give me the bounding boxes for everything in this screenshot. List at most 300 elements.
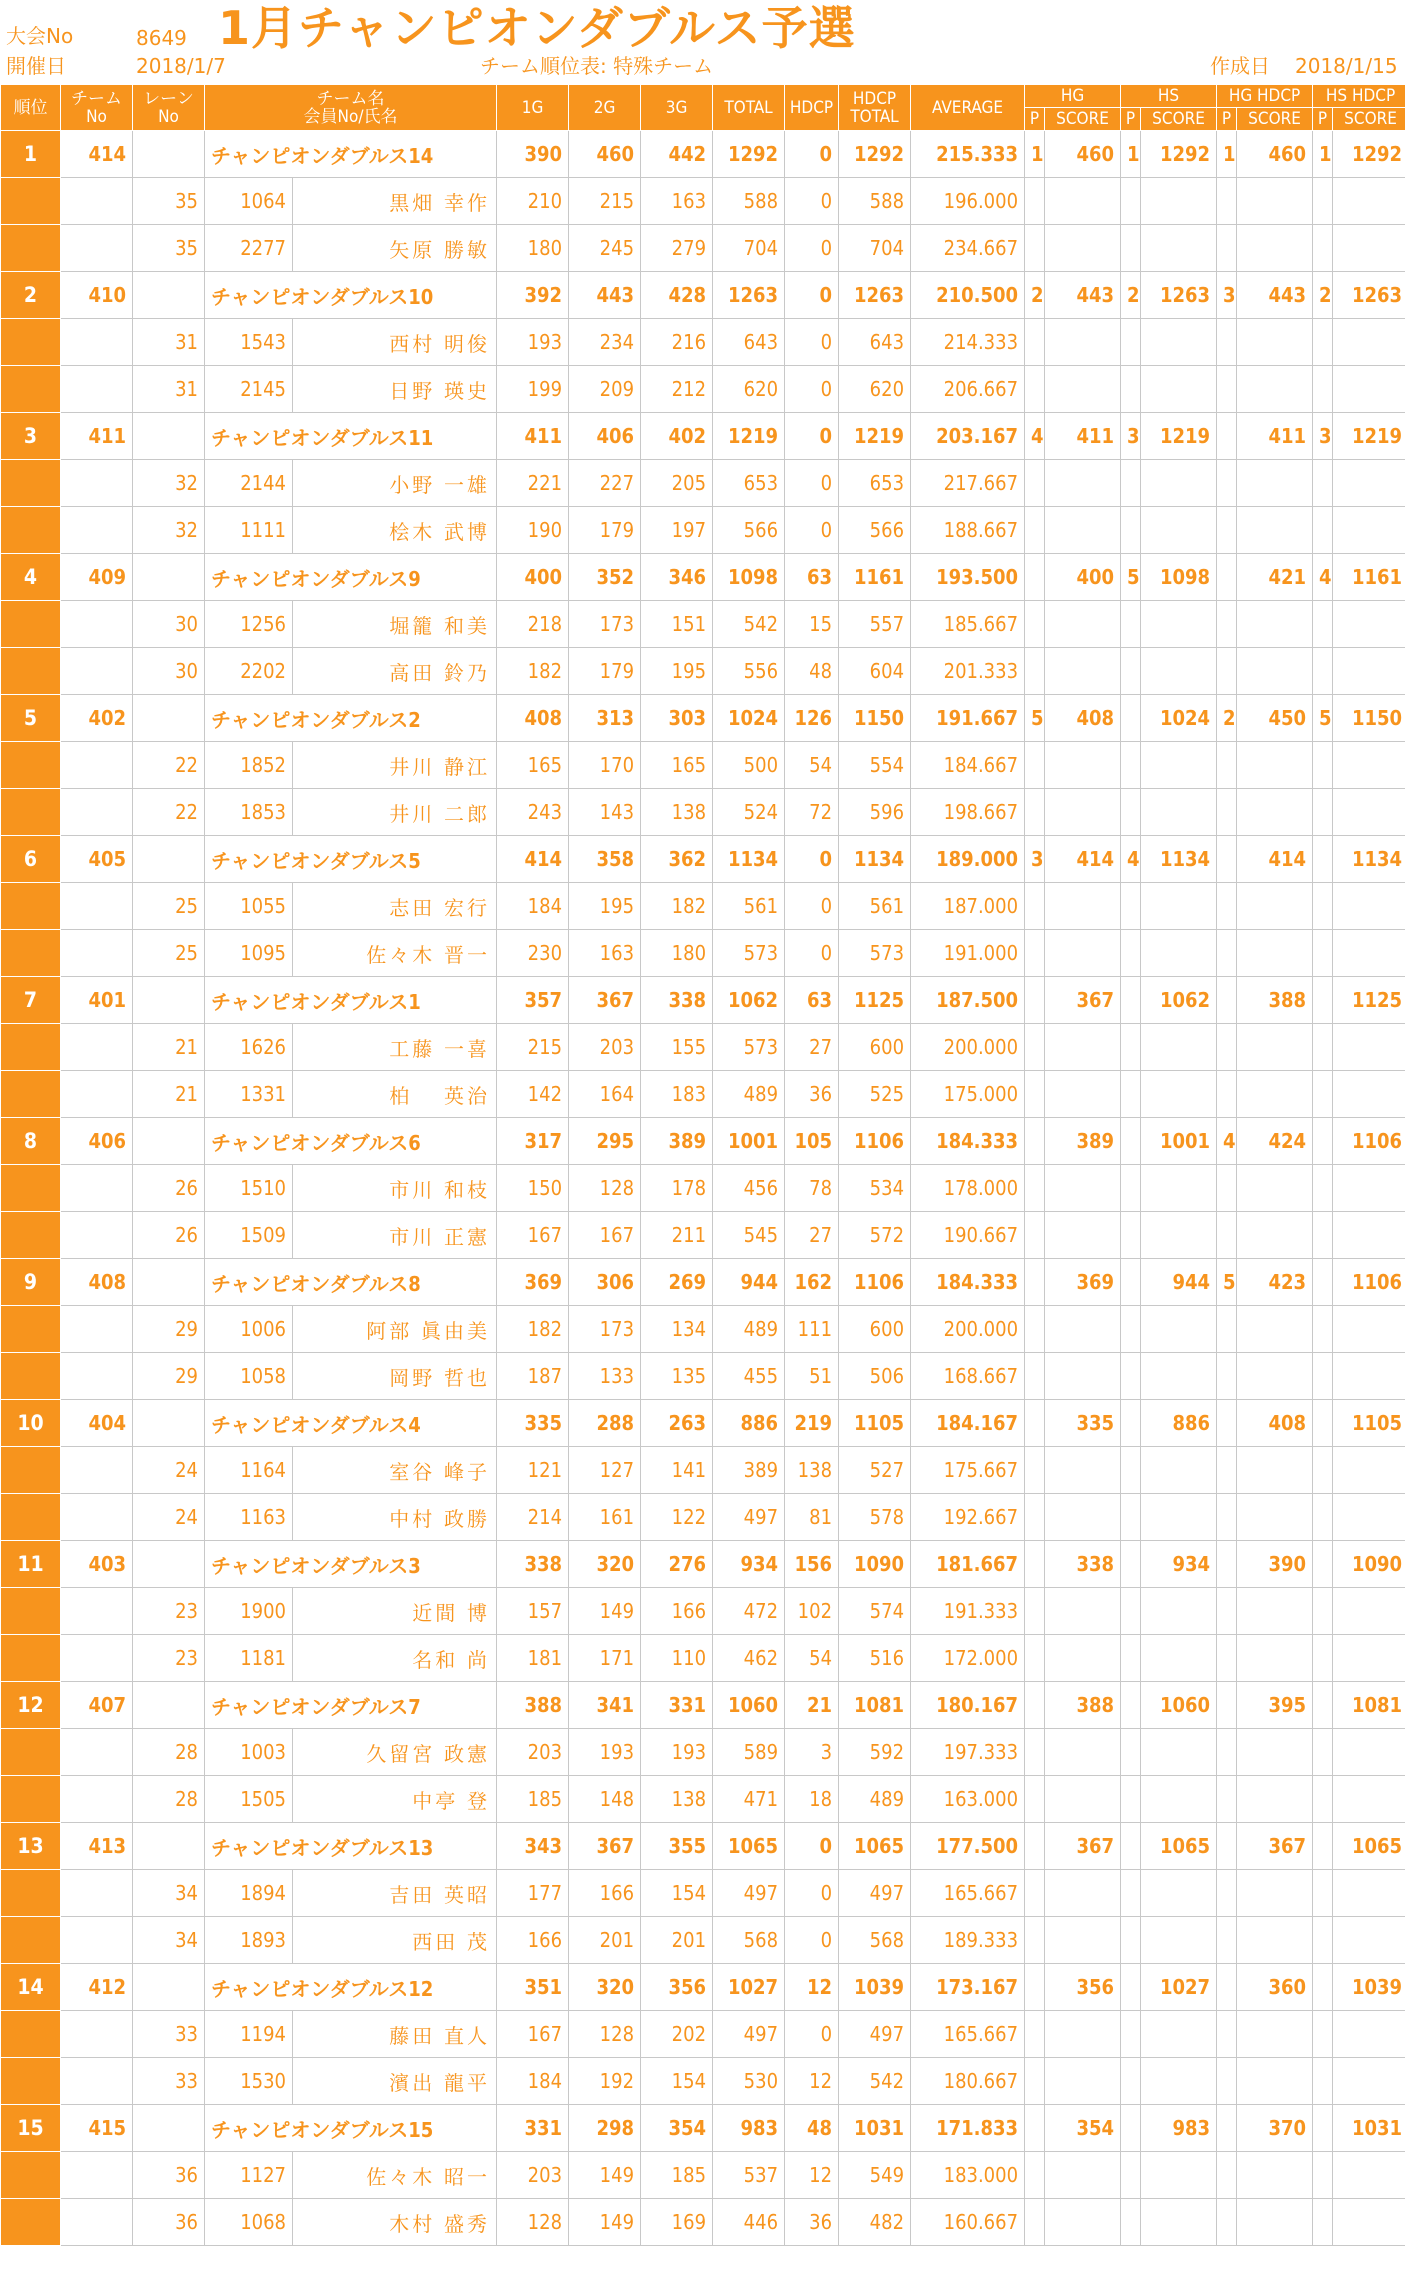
member-name: 市川 和枝 bbox=[293, 1165, 497, 1212]
member-empty bbox=[1045, 1588, 1121, 1635]
team-g1: 335 bbox=[497, 1400, 569, 1447]
team-hsh_p bbox=[1313, 1682, 1333, 1729]
member-team-no bbox=[61, 1494, 133, 1541]
member-hdcp: 51 bbox=[785, 1353, 839, 1400]
team-row bbox=[1, 1823, 1405, 1870]
team-g1: 400 bbox=[497, 554, 569, 601]
member-g1: 203 bbox=[497, 2152, 569, 2199]
member-hdcp: 81 bbox=[785, 1494, 839, 1541]
member-g1: 190 bbox=[497, 507, 569, 554]
member-hdcp_total: 596 bbox=[839, 789, 911, 836]
member-empty bbox=[1217, 883, 1237, 930]
member-empty bbox=[1333, 366, 1405, 413]
member-empty bbox=[1333, 1447, 1405, 1494]
member-lane: 33 bbox=[133, 2011, 205, 2058]
member-g1: 185 bbox=[497, 1776, 569, 1823]
member-g1: 184 bbox=[497, 2058, 569, 2105]
team-hdcp_total: 1125 bbox=[839, 977, 911, 1024]
team-name: チャンピオンダブルス8 bbox=[205, 1259, 497, 1306]
member-empty bbox=[1045, 460, 1121, 507]
member-empty bbox=[1333, 789, 1405, 836]
member-g2: 128 bbox=[569, 2011, 641, 2058]
member-empty bbox=[1141, 319, 1217, 366]
member-total: 497 bbox=[713, 1870, 785, 1917]
col-hg-score: SCORE bbox=[1045, 108, 1121, 131]
team-total: 1060 bbox=[713, 1682, 785, 1729]
member-total: 568 bbox=[713, 1917, 785, 1964]
team-hdcp: 0 bbox=[785, 272, 839, 319]
member-name: 藤田 直人 bbox=[293, 2011, 497, 2058]
member-empty bbox=[1121, 1917, 1141, 1964]
team-hs_p bbox=[1121, 1259, 1141, 1306]
results-table bbox=[0, 84, 1405, 2246]
member-g3: 201 bbox=[641, 1917, 713, 1964]
member-no: 1164 bbox=[205, 1447, 293, 1494]
team-hs: 1062 bbox=[1141, 977, 1217, 1024]
team-hgh_p bbox=[1217, 1682, 1237, 1729]
team-hs_p bbox=[1121, 1541, 1141, 1588]
member-empty bbox=[1045, 1212, 1121, 1259]
member-rank-spacer bbox=[1, 1165, 61, 1212]
member-empty bbox=[1121, 460, 1141, 507]
team-total: 1098 bbox=[713, 554, 785, 601]
team-hsh_p bbox=[1313, 836, 1333, 883]
team-hg_p: 1 bbox=[1025, 131, 1045, 178]
member-hdcp: 78 bbox=[785, 1165, 839, 1212]
team-no: 414 bbox=[61, 131, 133, 178]
team-hsh: 1134 bbox=[1333, 836, 1405, 883]
member-row bbox=[1, 1024, 1405, 1071]
team-average: 171.833 bbox=[911, 2105, 1025, 2152]
member-hdcp_total: 643 bbox=[839, 319, 911, 366]
team-hgh: 390 bbox=[1237, 1541, 1313, 1588]
member-rank-spacer bbox=[1, 1870, 61, 1917]
member-lane: 34 bbox=[133, 1917, 205, 1964]
col-team-no: チーム No bbox=[61, 85, 133, 131]
member-name: 桧木 武博 bbox=[293, 507, 497, 554]
member-total: 500 bbox=[713, 742, 785, 789]
team-hs_p bbox=[1121, 1118, 1141, 1165]
member-average: 184.667 bbox=[911, 742, 1025, 789]
team-hg_p bbox=[1025, 977, 1045, 1024]
team-g3: 269 bbox=[641, 1259, 713, 1306]
team-hs: 1027 bbox=[1141, 1964, 1217, 2011]
team-row bbox=[1, 1118, 1405, 1165]
member-lane: 28 bbox=[133, 1776, 205, 1823]
member-empty bbox=[1141, 1165, 1217, 1212]
member-team-no bbox=[61, 1071, 133, 1118]
member-no: 1852 bbox=[205, 742, 293, 789]
member-name: 中村 政勝 bbox=[293, 1494, 497, 1541]
team-g2: 367 bbox=[569, 977, 641, 1024]
col-average: AVERAGE bbox=[911, 85, 1025, 131]
member-empty bbox=[1121, 2058, 1141, 2105]
member-empty bbox=[1045, 648, 1121, 695]
member-g2: 161 bbox=[569, 1494, 641, 1541]
member-name: 佐々木 昭一 bbox=[293, 2152, 497, 2199]
member-hdcp: 0 bbox=[785, 1870, 839, 1917]
member-total: 472 bbox=[713, 1588, 785, 1635]
member-hdcp: 0 bbox=[785, 366, 839, 413]
member-empty bbox=[1141, 2011, 1217, 2058]
member-lane: 24 bbox=[133, 1447, 205, 1494]
team-hdcp: 0 bbox=[785, 1823, 839, 1870]
member-lane: 32 bbox=[133, 460, 205, 507]
team-hdcp: 48 bbox=[785, 2105, 839, 2152]
member-average: 214.333 bbox=[911, 319, 1025, 366]
member-empty bbox=[1121, 883, 1141, 930]
member-rank-spacer bbox=[1, 1071, 61, 1118]
member-empty bbox=[1333, 1635, 1405, 1682]
team-hsh: 1106 bbox=[1333, 1259, 1405, 1306]
member-empty bbox=[1313, 1635, 1333, 1682]
member-g3: 141 bbox=[641, 1447, 713, 1494]
member-g1: 166 bbox=[497, 1917, 569, 1964]
member-average: 172.000 bbox=[911, 1635, 1025, 1682]
team-g2: 358 bbox=[569, 836, 641, 883]
member-empty bbox=[1333, 225, 1405, 272]
member-hdcp_total: 497 bbox=[839, 1870, 911, 1917]
team-hg: 367 bbox=[1045, 1823, 1121, 1870]
member-team-no bbox=[61, 1870, 133, 1917]
member-no: 2202 bbox=[205, 648, 293, 695]
team-hdcp_total: 1292 bbox=[839, 131, 911, 178]
member-lane: 36 bbox=[133, 2199, 205, 2246]
member-g3: 183 bbox=[641, 1071, 713, 1118]
team-total: 1263 bbox=[713, 272, 785, 319]
team-g3: 303 bbox=[641, 695, 713, 742]
member-empty bbox=[1237, 1917, 1313, 1964]
member-g1: 221 bbox=[497, 460, 569, 507]
member-empty bbox=[1217, 1071, 1237, 1118]
member-empty bbox=[1313, 225, 1333, 272]
team-hgh_p bbox=[1217, 554, 1237, 601]
member-total: 620 bbox=[713, 366, 785, 413]
member-average: 175.667 bbox=[911, 1447, 1025, 1494]
team-hsh_p bbox=[1313, 2105, 1333, 2152]
member-team-no bbox=[61, 1635, 133, 1682]
member-hdcp_total: 542 bbox=[839, 2058, 911, 2105]
team-average: 181.667 bbox=[911, 1541, 1025, 1588]
member-empty bbox=[1025, 930, 1045, 977]
member-g1: 142 bbox=[497, 1071, 569, 1118]
col-rank: 順位 bbox=[1, 85, 61, 131]
created-label: 作成日 bbox=[1210, 54, 1270, 78]
member-lane: 25 bbox=[133, 930, 205, 977]
team-hs: 1219 bbox=[1141, 413, 1217, 460]
member-g2: 128 bbox=[569, 1165, 641, 1212]
team-hdcp_total: 1134 bbox=[839, 836, 911, 883]
team-hdcp_total: 1219 bbox=[839, 413, 911, 460]
team-hdcp_total: 1039 bbox=[839, 1964, 911, 2011]
member-rank-spacer bbox=[1, 883, 61, 930]
member-no: 1853 bbox=[205, 789, 293, 836]
member-empty bbox=[1025, 1776, 1045, 1823]
member-hdcp_total: 566 bbox=[839, 507, 911, 554]
member-hdcp: 0 bbox=[785, 225, 839, 272]
member-g1: 128 bbox=[497, 2199, 569, 2246]
member-team-no bbox=[61, 2011, 133, 2058]
team-name: チャンピオンダブルス2 bbox=[205, 695, 497, 742]
team-g1: 369 bbox=[497, 1259, 569, 1306]
member-row bbox=[1, 1776, 1405, 1823]
member-team-no bbox=[61, 1447, 133, 1494]
team-hsh_p: 5 bbox=[1313, 695, 1333, 742]
member-average: 185.667 bbox=[911, 601, 1025, 648]
member-empty bbox=[1121, 1212, 1141, 1259]
member-empty bbox=[1025, 460, 1045, 507]
member-lane: 35 bbox=[133, 225, 205, 272]
team-hs: 1024 bbox=[1141, 695, 1217, 742]
member-name: 井川 二郎 bbox=[293, 789, 497, 836]
team-hgh: 388 bbox=[1237, 977, 1313, 1024]
member-lane: 33 bbox=[133, 2058, 205, 2105]
team-hdcp: 126 bbox=[785, 695, 839, 742]
member-average: 188.667 bbox=[911, 507, 1025, 554]
member-empty bbox=[1045, 742, 1121, 789]
team-lane bbox=[133, 1964, 205, 2011]
member-name: 井川 静江 bbox=[293, 742, 497, 789]
member-lane: 28 bbox=[133, 1729, 205, 1776]
member-empty bbox=[1217, 601, 1237, 648]
member-total: 524 bbox=[713, 789, 785, 836]
member-hdcp_total: 497 bbox=[839, 2011, 911, 2058]
member-average: 163.000 bbox=[911, 1776, 1025, 1823]
team-g2: 320 bbox=[569, 1964, 641, 2011]
member-lane: 31 bbox=[133, 366, 205, 413]
team-hs: 934 bbox=[1141, 1541, 1217, 1588]
member-empty bbox=[1333, 2199, 1405, 2246]
team-hg_p bbox=[1025, 1823, 1045, 1870]
member-empty bbox=[1141, 460, 1217, 507]
member-empty bbox=[1237, 1212, 1313, 1259]
member-empty bbox=[1121, 1447, 1141, 1494]
team-g1: 331 bbox=[497, 2105, 569, 2152]
team-hg_p: 2 bbox=[1025, 272, 1045, 319]
member-empty bbox=[1025, 883, 1045, 930]
team-hsh_p bbox=[1313, 1964, 1333, 2011]
member-empty bbox=[1237, 742, 1313, 789]
member-team-no bbox=[61, 319, 133, 366]
member-empty bbox=[1313, 1917, 1333, 1964]
team-hs: 1134 bbox=[1141, 836, 1217, 883]
team-g2: 306 bbox=[569, 1259, 641, 1306]
col-2g: 2G bbox=[569, 85, 641, 131]
member-empty bbox=[1045, 2011, 1121, 2058]
member-empty bbox=[1313, 2199, 1333, 2246]
member-hdcp: 18 bbox=[785, 1776, 839, 1823]
page-title: 1月チャンピオンダブルス予選 bbox=[218, 1, 856, 55]
member-rank-spacer bbox=[1, 2152, 61, 2199]
team-hgh_p bbox=[1217, 2105, 1237, 2152]
team-lane bbox=[133, 1541, 205, 1588]
member-row bbox=[1, 883, 1405, 930]
member-row bbox=[1, 366, 1405, 413]
member-empty bbox=[1313, 1165, 1333, 1212]
member-g1: 150 bbox=[497, 1165, 569, 1212]
team-hdcp: 0 bbox=[785, 836, 839, 883]
tournament-no-value: 8649 bbox=[136, 26, 187, 50]
team-name: チャンピオンダブルス13 bbox=[205, 1823, 497, 1870]
member-empty bbox=[1025, 366, 1045, 413]
member-rank-spacer bbox=[1, 178, 61, 225]
member-hdcp_total: 568 bbox=[839, 1917, 911, 1964]
member-empty bbox=[1045, 1024, 1121, 1071]
team-rank: 6 bbox=[1, 836, 61, 883]
team-hdcp: 162 bbox=[785, 1259, 839, 1306]
member-hdcp: 27 bbox=[785, 1024, 839, 1071]
member-row bbox=[1, 1165, 1405, 1212]
member-empty bbox=[1121, 319, 1141, 366]
member-row bbox=[1, 930, 1405, 977]
team-hg: 388 bbox=[1045, 1682, 1121, 1729]
team-hg: 408 bbox=[1045, 695, 1121, 742]
member-no: 1058 bbox=[205, 1353, 293, 1400]
team-hsh_p: 3 bbox=[1313, 413, 1333, 460]
member-empty bbox=[1313, 1306, 1333, 1353]
member-name: 中亭 登 bbox=[293, 1776, 497, 1823]
member-empty bbox=[1333, 1870, 1405, 1917]
member-empty bbox=[1121, 1353, 1141, 1400]
team-hg_p: 3 bbox=[1025, 836, 1045, 883]
member-empty bbox=[1121, 1306, 1141, 1353]
member-empty bbox=[1217, 1729, 1237, 1776]
member-average: 165.667 bbox=[911, 1870, 1025, 1917]
col-hg: HG bbox=[1025, 85, 1121, 108]
member-g3: 110 bbox=[641, 1635, 713, 1682]
member-row bbox=[1, 1447, 1405, 1494]
member-empty bbox=[1025, 648, 1045, 695]
member-lane: 25 bbox=[133, 883, 205, 930]
member-team-no bbox=[61, 1306, 133, 1353]
member-hdcp: 0 bbox=[785, 930, 839, 977]
member-g1: 230 bbox=[497, 930, 569, 977]
team-no: 405 bbox=[61, 836, 133, 883]
member-empty bbox=[1141, 648, 1217, 695]
member-empty bbox=[1121, 1870, 1141, 1917]
team-g1: 388 bbox=[497, 1682, 569, 1729]
team-total: 1001 bbox=[713, 1118, 785, 1165]
member-empty bbox=[1217, 1447, 1237, 1494]
date-label: 開催日 bbox=[6, 54, 66, 78]
member-team-no bbox=[61, 1165, 133, 1212]
team-g1: 338 bbox=[497, 1541, 569, 1588]
member-hdcp: 0 bbox=[785, 507, 839, 554]
team-hs_p bbox=[1121, 1682, 1141, 1729]
member-no: 1505 bbox=[205, 1776, 293, 1823]
member-empty bbox=[1121, 1024, 1141, 1071]
member-empty bbox=[1333, 648, 1405, 695]
date-value: 2018/1/7 bbox=[136, 54, 226, 78]
team-g3: 389 bbox=[641, 1118, 713, 1165]
team-hdcp_total: 1081 bbox=[839, 1682, 911, 1729]
member-no: 2144 bbox=[205, 460, 293, 507]
team-hgh: 460 bbox=[1237, 131, 1313, 178]
member-empty bbox=[1025, 2058, 1045, 2105]
member-empty bbox=[1121, 178, 1141, 225]
member-g1: 243 bbox=[497, 789, 569, 836]
member-empty bbox=[1237, 460, 1313, 507]
team-average: 180.167 bbox=[911, 1682, 1025, 1729]
member-g3: 165 bbox=[641, 742, 713, 789]
member-empty bbox=[1237, 1729, 1313, 1776]
member-g2: 173 bbox=[569, 601, 641, 648]
member-empty bbox=[1141, 789, 1217, 836]
member-lane: 29 bbox=[133, 1353, 205, 1400]
member-empty bbox=[1313, 1353, 1333, 1400]
member-total: 542 bbox=[713, 601, 785, 648]
team-total: 1134 bbox=[713, 836, 785, 883]
member-total: 489 bbox=[713, 1306, 785, 1353]
team-g2: 313 bbox=[569, 695, 641, 742]
member-g3: 155 bbox=[641, 1024, 713, 1071]
team-hsh: 1150 bbox=[1333, 695, 1405, 742]
member-g1: 182 bbox=[497, 648, 569, 695]
member-average: 168.667 bbox=[911, 1353, 1025, 1400]
member-row bbox=[1, 507, 1405, 554]
member-g3: 134 bbox=[641, 1306, 713, 1353]
member-average: 198.667 bbox=[911, 789, 1025, 836]
team-hsh_p: 1 bbox=[1313, 131, 1333, 178]
member-name: 吉田 英昭 bbox=[293, 1870, 497, 1917]
member-empty bbox=[1237, 2058, 1313, 2105]
member-empty bbox=[1025, 1306, 1045, 1353]
member-name: 久留宮 政憲 bbox=[293, 1729, 497, 1776]
team-hdcp_total: 1106 bbox=[839, 1118, 911, 1165]
member-no: 1626 bbox=[205, 1024, 293, 1071]
team-hsh: 1292 bbox=[1333, 131, 1405, 178]
member-rank-spacer bbox=[1, 1635, 61, 1682]
member-empty bbox=[1313, 366, 1333, 413]
member-average: 187.000 bbox=[911, 883, 1025, 930]
member-average: 192.667 bbox=[911, 1494, 1025, 1541]
member-g1: 121 bbox=[497, 1447, 569, 1494]
team-rank: 3 bbox=[1, 413, 61, 460]
team-hgh: 414 bbox=[1237, 836, 1313, 883]
team-hdcp: 105 bbox=[785, 1118, 839, 1165]
member-empty bbox=[1121, 601, 1141, 648]
member-hdcp_total: 489 bbox=[839, 1776, 911, 1823]
member-empty bbox=[1141, 225, 1217, 272]
member-g3: 151 bbox=[641, 601, 713, 648]
member-rank-spacer bbox=[1, 648, 61, 695]
member-empty bbox=[1237, 1306, 1313, 1353]
member-g2: 179 bbox=[569, 648, 641, 695]
member-hdcp_total: 704 bbox=[839, 225, 911, 272]
member-empty bbox=[1025, 1024, 1045, 1071]
member-team-no bbox=[61, 178, 133, 225]
member-g3: 182 bbox=[641, 883, 713, 930]
team-hs: 1065 bbox=[1141, 1823, 1217, 1870]
member-empty bbox=[1217, 1165, 1237, 1212]
member-empty bbox=[1333, 2152, 1405, 2199]
member-hdcp: 54 bbox=[785, 742, 839, 789]
member-lane: 32 bbox=[133, 507, 205, 554]
team-no: 407 bbox=[61, 1682, 133, 1729]
member-empty bbox=[1333, 1212, 1405, 1259]
member-team-no bbox=[61, 789, 133, 836]
member-g2: 167 bbox=[569, 1212, 641, 1259]
member-name: 市川 正憲 bbox=[293, 1212, 497, 1259]
member-total: 489 bbox=[713, 1071, 785, 1118]
member-empty bbox=[1217, 1306, 1237, 1353]
team-hs_p: 2 bbox=[1121, 272, 1141, 319]
team-hdcp: 12 bbox=[785, 1964, 839, 2011]
member-rank-spacer bbox=[1, 1729, 61, 1776]
team-hs_p bbox=[1121, 2105, 1141, 2152]
member-empty bbox=[1237, 1494, 1313, 1541]
team-average: 184.333 bbox=[911, 1118, 1025, 1165]
